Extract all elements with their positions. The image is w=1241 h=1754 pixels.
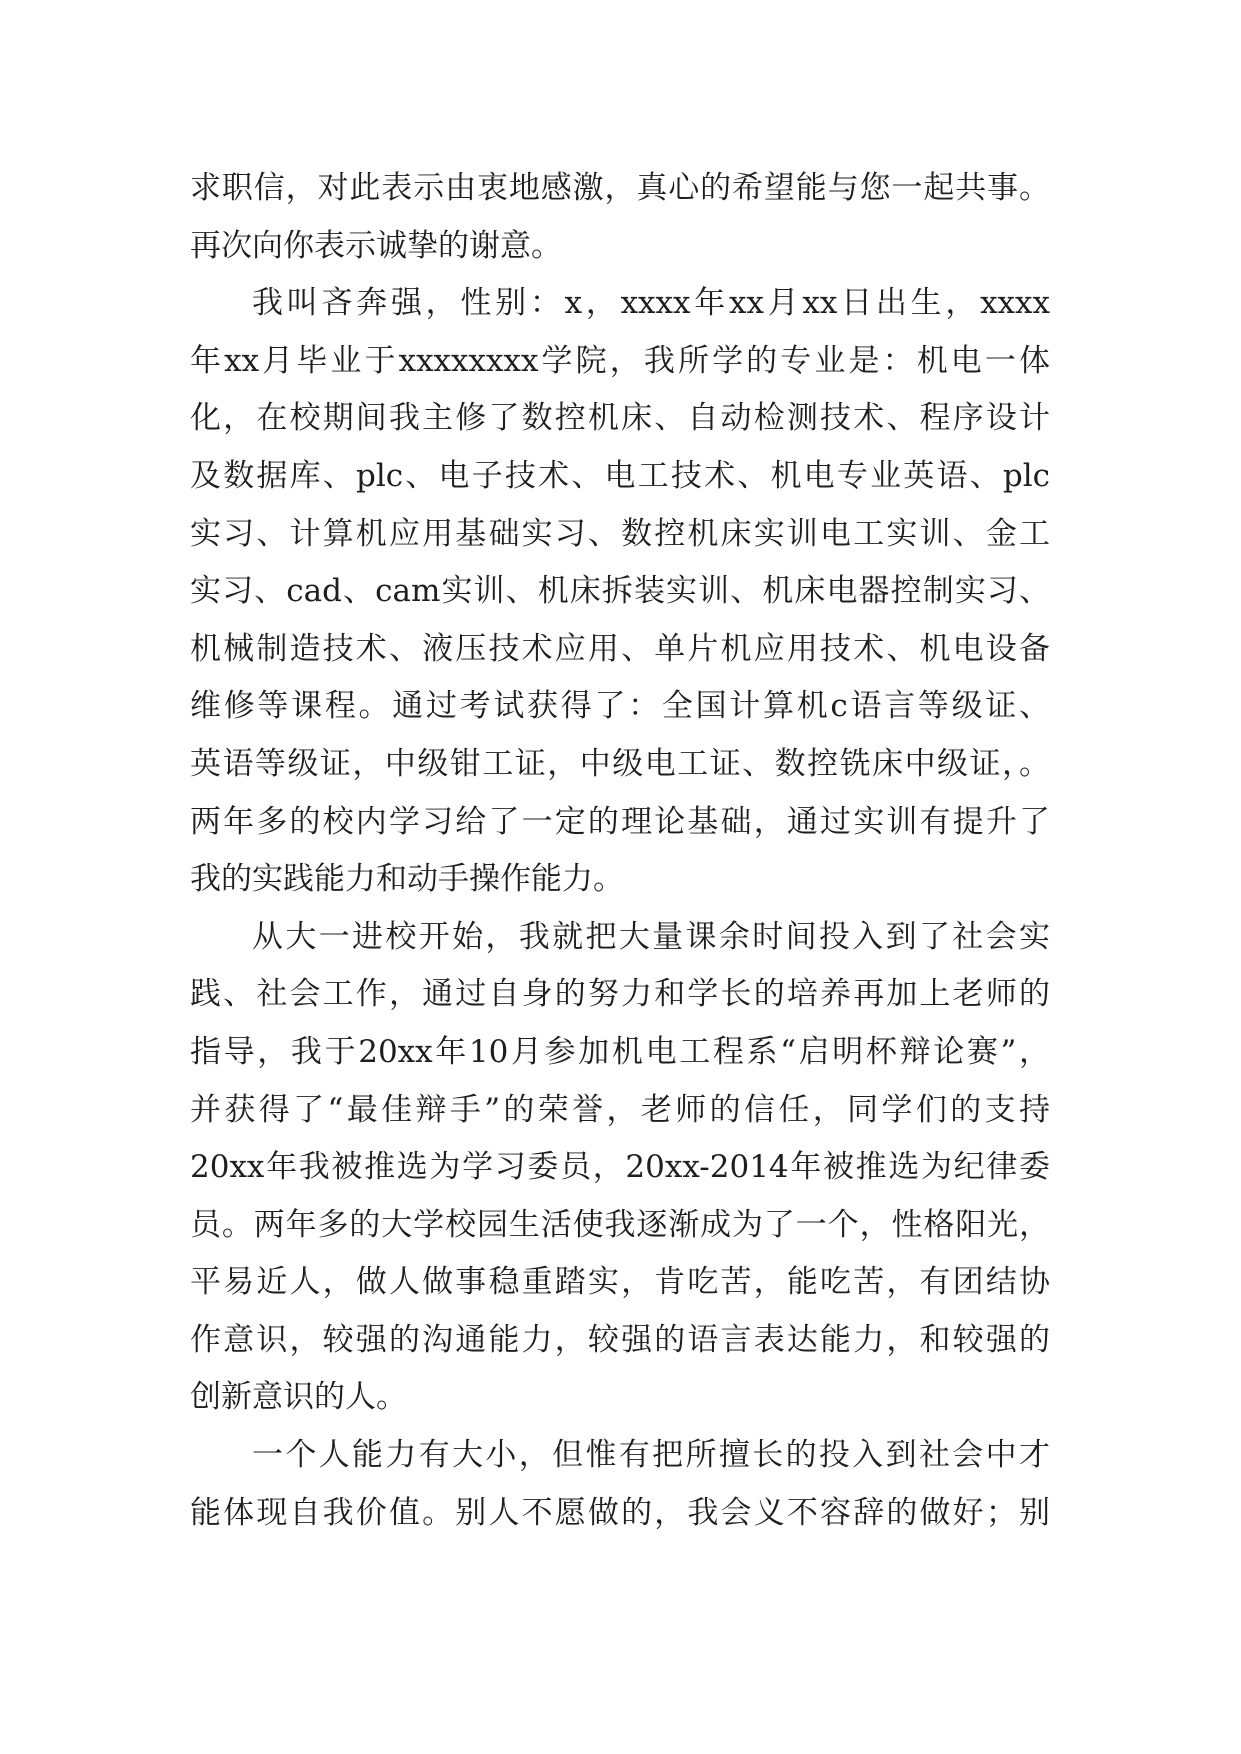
text-line: 机械制造技术、液压技术应用、单片机应用技术、机电设备 (190, 630, 1050, 667)
document-body (190, 160, 1050, 1542)
text-line: 维修等课程。通过考试获得了：全国计算机c语言等级证、 (190, 688, 1050, 725)
text-line: 化，在校期间我主修了数控机床、自动检测技术、程序设计 (190, 400, 1050, 437)
text-line: 年xx月毕业于xxxxxxxx学院，我所学的专业是：机电一体 (190, 342, 1050, 379)
text-line: 求职信，对此表示由衷地感激，真心的希望能与您一起共事。 (190, 170, 1050, 206)
text-line: 从大一进校开始，我就把大量课余时间投入到了社会实 (252, 918, 1050, 955)
text-line: 能体现自我价值。别人不愿做的，我会义不容辞的做好；别 (190, 1494, 1050, 1531)
text-line: 20xx年我被推选为学习委员，20xx-2014年被推选为纪律委 (190, 1149, 1050, 1186)
text-line: 及数据库、plc、电子技术、电工技术、机电专业英语、plc (190, 457, 1050, 494)
text-line: 我的实践能力和动手操作能力。 (190, 861, 624, 898)
paragraph-2 (190, 275, 1050, 909)
text-line: 实习、计算机应用基础实习、数控机床实训电工实训、金工 (190, 515, 1050, 552)
text-line: 践、社会工作，通过自身的努力和学长的培养再加上老师的 (190, 976, 1050, 1013)
paragraph-4 (190, 1427, 1050, 1542)
paragraph-1 (190, 160, 1050, 275)
text-line: 我叫吝奔强，性别：x，xxxx年xx月xx日出生，xxxx (252, 285, 1050, 322)
text-line: 实习、cad、cam实训、机床拆装实训、机床电器控制实习、 (190, 573, 1050, 610)
text-line: 英语等级证，中级钳工证，中级电工证、数控铣床中级证，。 (190, 745, 1050, 782)
text-line: 指导，我于20xx年10月参加机电工程系“启明杯辩论赛”， (190, 1033, 1050, 1070)
text-line: 员。两年多的大学校园生活使我逐渐成为了一个，性格阳光， (190, 1206, 1050, 1243)
text-line: 两年多的校内学习给了一定的理论基础，通过实训有提升了 (190, 803, 1050, 840)
text-line: 再次向你表示诚挚的谢意。 (190, 227, 562, 264)
text-line: 一个人能力有大小，但惟有把所擅长的投入到社会中才 (252, 1437, 1050, 1474)
text-line: 作意识，较强的沟通能力，较强的语言表达能力，和较强的 (190, 1321, 1050, 1358)
text-line: 平易近人，做人做事稳重踏实，肯吃苦，能吃苦，有团结协 (190, 1264, 1050, 1301)
text-line: 并获得了“最佳辩手”的荣誉，老师的信任，同学们的支持 (190, 1091, 1050, 1128)
paragraph-3 (190, 909, 1050, 1427)
text-line: 创新意识的人。 (190, 1379, 407, 1416)
